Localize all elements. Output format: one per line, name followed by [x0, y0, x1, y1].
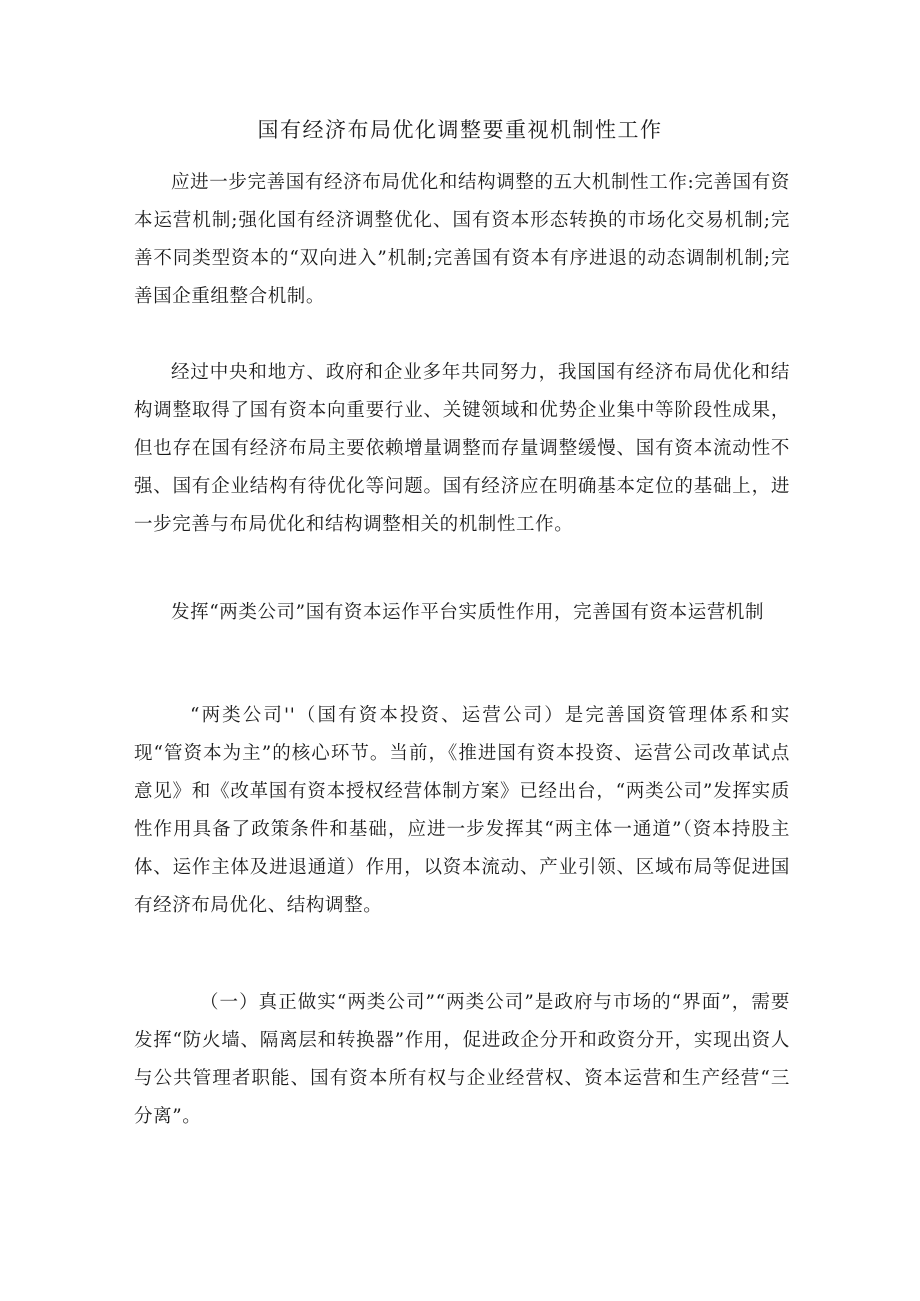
paragraph-1: 应进一步完善国有经济布局优化和结构调整的五大机制性工作:完善国有资本运营机制;强化国有经济调整优化、国有资本形态转换的市场化交易机制;完善不同类型资本的“双向进入”机制;完善国有资本有序进退的动态调制机制;完善国企重组整合机制。: [134, 172, 790, 307]
paragraph-2: 经过中央和地方、政府和企业多年共同努力，我国国有经济布局优化和结构调整取得了国有资本向重要行业、关键领域和优势企业集中等阶段性成果，但也存在国有经济布局主要依赖增量调整而存量调整缓慢、国有资本流动性不强、国有企业结构有待优化等问题。国有经济应在明确基本定位的基础上，进一步完善与布局优化和结构调整相关的机制性工作。: [134, 362, 790, 535]
document-title: 国有经济布局优化调整要重视机制性工作: [257, 118, 663, 142]
paragraph-4: “两类公司''（国有资本投资、运营公司）是完善国资管理体系和实现“管资本为主”的核心环节。当前，《推进国有资本投资、运营公司改革试点意见》和《改革国有资本授权经营体制方案》已经出台，“两类公司”发挥实质性作用具备了政策条件和基础，应进一步发挥其“两主体一通道”（资本持股主体、运作主体及进退通道）作用，以资本流动、产业引领、区域布局等促进国有经济布局优化、结构调整。: [134, 705, 790, 916]
paragraph-3-heading: 发挥“两类公司”国有资本运作平台实质性作用，完善国有资本运营机制: [171, 602, 765, 623]
paragraph-5: （一）真正做实“两类公司”“两类公司”是政府与市场的“界面”，需要发挥“防火墙、隔离层和转换器”作用，促进政企分开和政资分开，实现出资人与公共管理者职能、国有资本所有权与企业经营权、资本运营和生产经营“三分离”。: [134, 992, 790, 1127]
